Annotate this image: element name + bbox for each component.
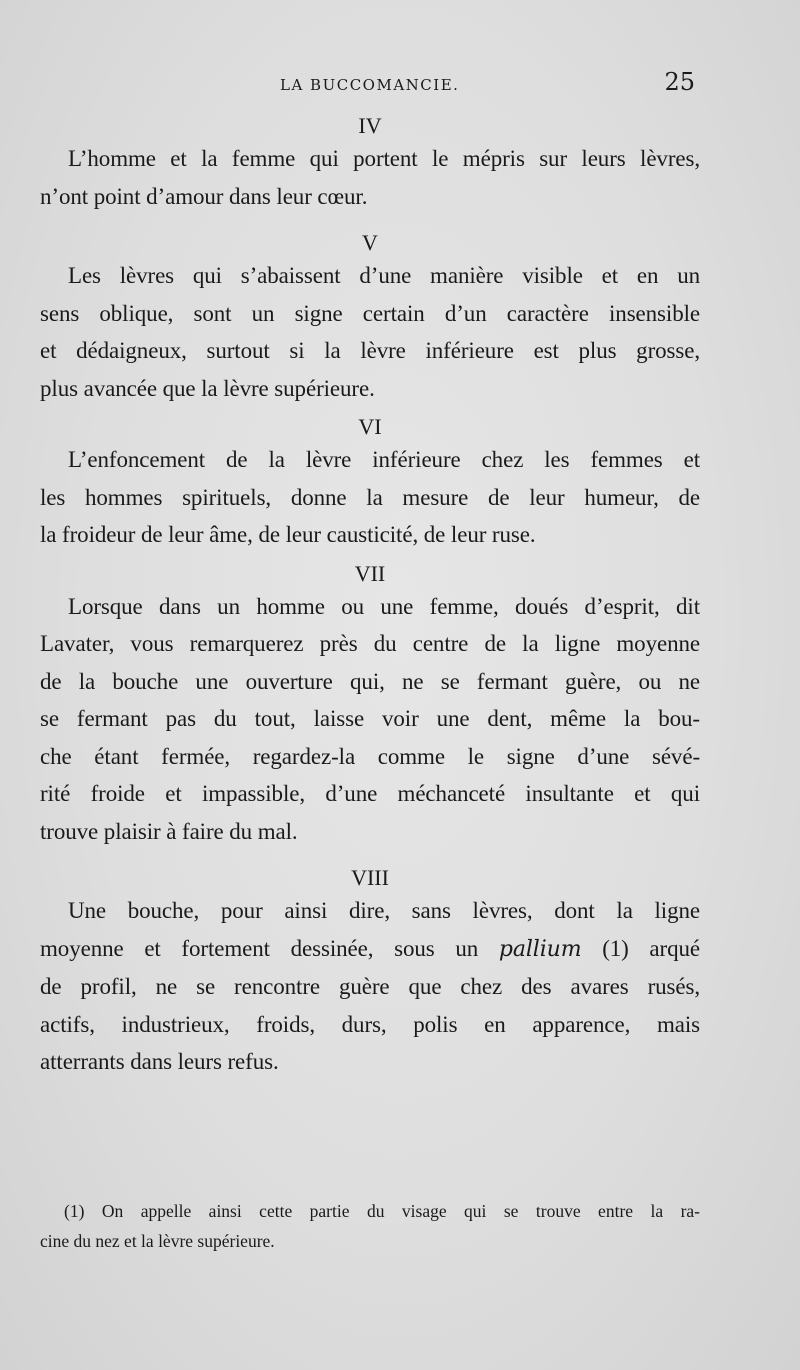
text-line: Lorsque dans un homme ou une femme, doués d’esprit, dit <box>68 593 700 619</box>
body-text <box>40 112 700 1081</box>
section-vii <box>40 560 700 851</box>
section-number: VII <box>354 560 386 586</box>
paragraph <box>40 441 700 554</box>
text-line: se fermant pas du tout, laisse voir une dent, même la bou- <box>40 706 700 731</box>
italic-term: pallium <box>498 936 582 962</box>
text-line: Lavater, vous remarquerez près du centre de la ligne moyenne <box>40 631 700 656</box>
text-segment: moyenne et fortement dessinée, sous un <box>40 935 479 961</box>
text-line: rité froide et impassible, d’une méchanceté insultante et qui <box>40 781 700 806</box>
text-line: actifs, industrieux, froids, durs, polis en apparence, mais <box>40 1011 700 1037</box>
text-line: et dédaigneux, surtout si la lèvre inférieure est plus grosse, <box>40 338 700 363</box>
running-title: LA BUCCOMANCIE. <box>280 76 460 94</box>
text-line: L’homme et la femme qui portent le mépris sur leurs lèvres, <box>68 146 700 171</box>
paragraph <box>40 892 700 1081</box>
text-line: Les lèvres qui s’abaissent d’une manière visible et en un <box>68 263 700 288</box>
text-line: atterrants dans leurs refus. <box>40 1049 279 1074</box>
page-header <box>0 68 800 98</box>
text-line: Une bouche, pour ainsi dire, sans lèvres, dont la ligne <box>68 898 700 923</box>
section-number: VI <box>358 414 382 439</box>
section-number: VIII <box>351 865 389 890</box>
footnote-line: cine du nez et la lèvre supérieure. <box>40 1231 275 1251</box>
section-iv <box>40 112 700 215</box>
text-line: L’enfoncement de la lèvre inférieure chez les femmes et <box>68 447 700 472</box>
footnote <box>40 1196 700 1256</box>
page-number: 25 <box>664 68 695 96</box>
section-number: IV <box>358 113 382 138</box>
section-viii <box>40 864 700 1081</box>
text-line: trouve plaisir à faire du mal. <box>40 818 298 844</box>
paragraph <box>40 588 700 851</box>
text-line: la froideur de leur âme, de leur causticité, de leur ruse. <box>40 522 536 547</box>
paragraph <box>40 257 700 407</box>
section-v <box>40 229 700 407</box>
footnote-line: (1) On appelle ainsi cette partie du visage qui se trouve entre la ra- <box>64 1201 700 1221</box>
text-line <box>40 930 700 969</box>
text-line: de profil, ne se rencontre guère que chez des avares rusés, <box>40 974 700 999</box>
text-line: sens oblique, sont un signe certain d’un caractère insensible <box>40 300 700 326</box>
paragraph <box>40 140 700 215</box>
text-line: n’ont point d’amour dans leur cœur. <box>40 183 368 209</box>
text-line: che étant fermée, regardez-la comme le signe d’une sévé- <box>40 743 700 769</box>
text-line: les hommes spirituels, donne la mesure de leur humeur, de <box>40 484 700 510</box>
section-vi <box>40 413 700 554</box>
section-number: V <box>362 230 378 255</box>
text-line: plus avancée que la lèvre supérieure. <box>40 375 375 401</box>
footnote-reference: (1) arqué <box>602 935 701 961</box>
text-line: de la bouche une ouverture qui, ne se fermant guère, ou ne <box>40 668 700 694</box>
